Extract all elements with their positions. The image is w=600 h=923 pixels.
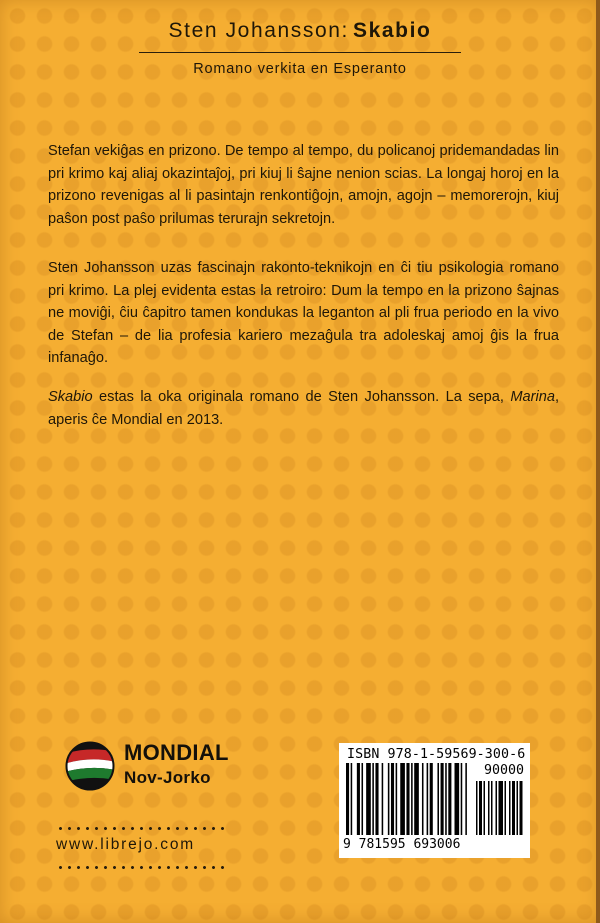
mondial-flag-circle-icon — [64, 740, 116, 792]
header-rule — [139, 52, 461, 53]
previous-title-italic: Marina — [510, 389, 555, 405]
book-title: Skabio — [352, 19, 432, 42]
price-code: 90000 — [483, 763, 524, 778]
book-heading — [0, 18, 600, 44]
book-subtitle: Romano verkita en Esperanto — [193, 61, 407, 77]
publisher-name: MONDIAL — [124, 740, 229, 765]
author-name: Sten Johansson: — [168, 19, 349, 42]
spine-edge — [596, 0, 600, 923]
blurb-text-3 — [48, 386, 559, 431]
blurb-text-1: Stefan vekiĝas en prizono. De tempo al tempo, du policanoj pridemandadas lin pri krimo kaj aliaj okazintaĵoj, pri kiuj li ŝajne nenion scias. La longaj horoj en la prizono revenigas al li pasintajn renkontiĝojn, amojn, agojn – memorerojn, kiuj paŝon post paŝo prilumas terurajn sekretojn. — [48, 143, 559, 227]
blurb-text-3-end: , aperis ĉe Mondial en 2013. — [48, 389, 559, 428]
publisher-url[interactable]: www.librejo.com — [56, 836, 195, 853]
dotted-divider-bottom — [56, 866, 224, 869]
blurb-paragraph-3 — [48, 386, 559, 431]
cover-header — [0, 18, 600, 78]
title-italic: Skabio — [48, 389, 93, 405]
blurb-paragraph-1 — [48, 140, 559, 230]
ean-digits: 9 781595 693006 — [343, 837, 529, 852]
blurb-text-3-mid: estas la oka originala romano de Sten Johansson. La sepa, — [92, 389, 511, 405]
blurb-text-2: Sten Johansson uzas fascinajn rakonto-teknikojn en ĉi tiu psikologia romano pri krimo. La plej evidenta estas la retroiro: Dum la tempo en la prizono ŝajnas ne moviĝi, ĉiu ĉapitro tamen kondukas la leganton al pli frua periodo en la vivo de Stefan – de lia profesia kariero mezaĝula tra adoleskaj amoj ĝis la frua infanaĝo. — [48, 260, 559, 366]
blurb-paragraph-2 — [48, 257, 559, 370]
isbn-label: ISBN 978-1-59569-300-6 — [347, 747, 526, 762]
publisher-city: Nov-Jorko — [124, 768, 211, 787]
isbn-barcode — [339, 743, 530, 858]
dotted-divider-top — [56, 827, 224, 830]
